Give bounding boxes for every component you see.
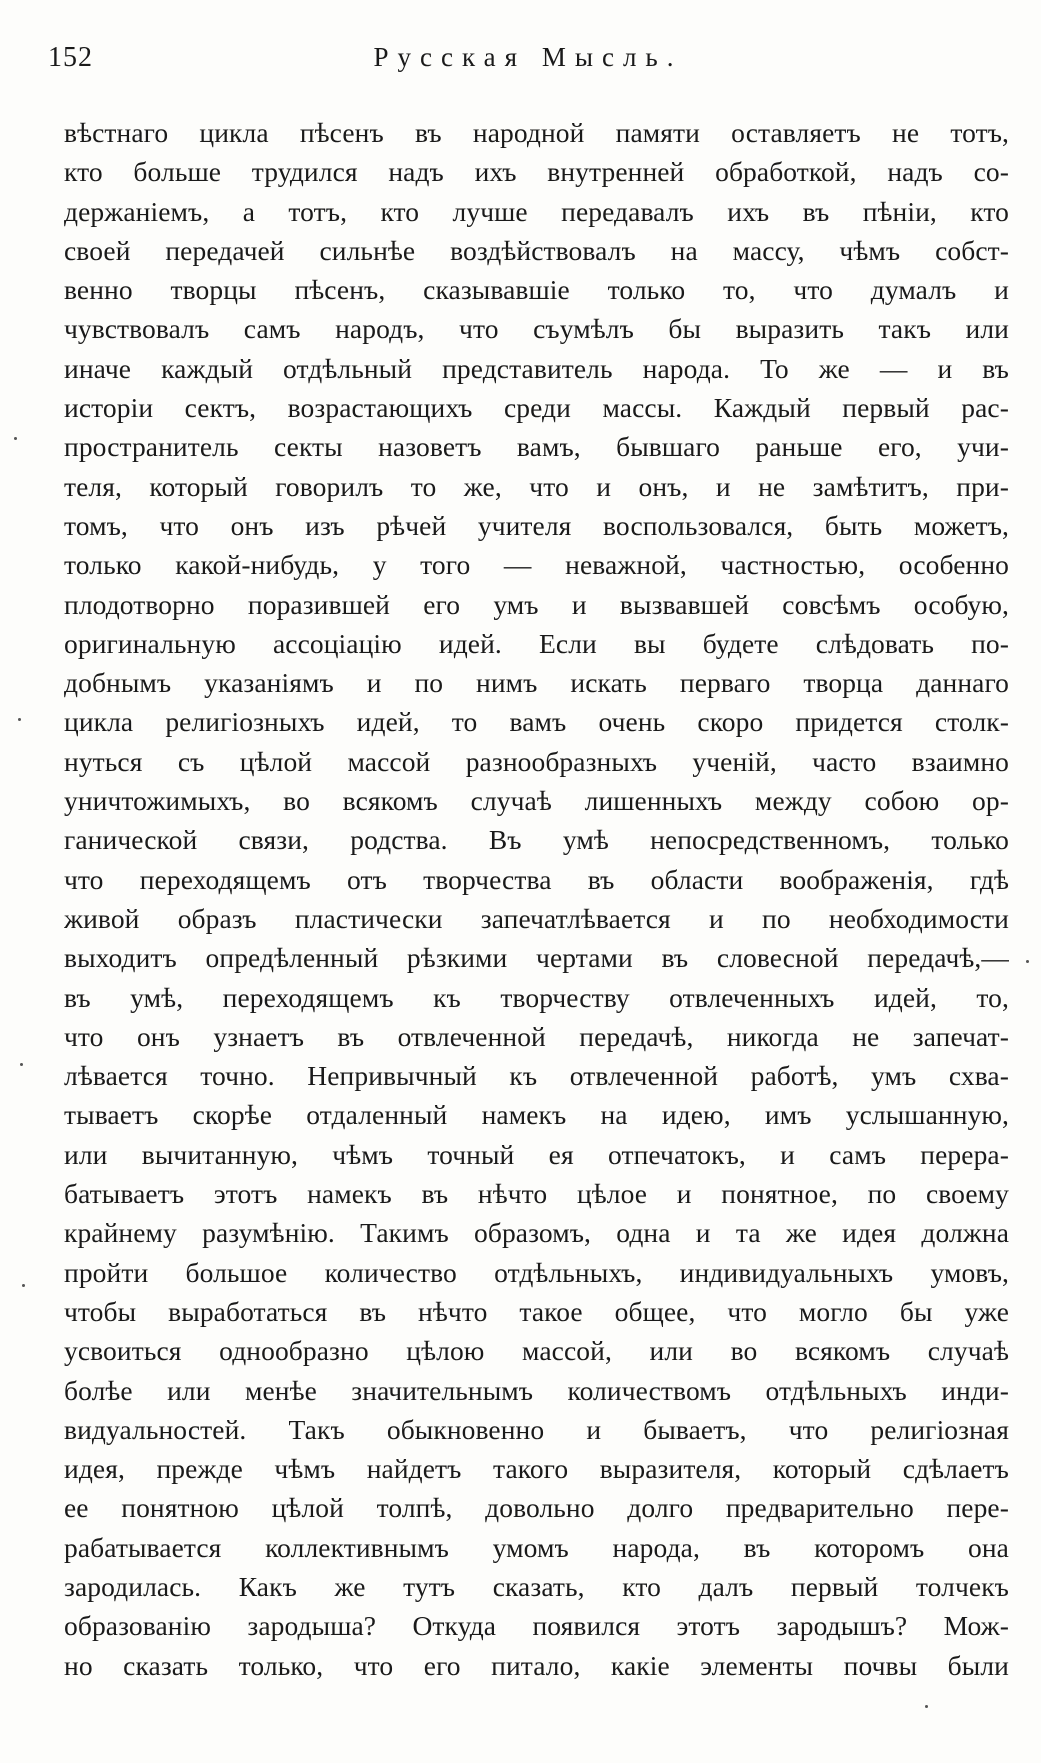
text-line: своей передачей сильнѣе воздѣйствовалъ на массу, чѣмъ собст- [64,234,1009,266]
text-line: цикла религіозныхъ идей, то вамъ очень скоро придется столк- [64,706,1009,738]
text-line: иначе каждый отдѣльный представитель народа. То же — и въ [64,352,1009,384]
text-line: лѣвается точно. Непривычный къ отвлеченной работѣ, умъ схва- [64,1060,1009,1092]
scan-speck [22,1284,25,1287]
text-line: но сказать только, что его питало, какіе элементы почвы были [64,1649,1009,1681]
text-line: уничтожимыхъ, во всякомъ случаѣ лишенныхъ между собою ор- [64,785,1009,817]
scan-speck [925,1705,928,1708]
page-header [48,42,1008,86]
text-line: вѣстнаго цикла пѣсенъ въ народной памяти оставляетъ не тотъ, [64,117,1009,148]
running-title: Русская Мысль. [373,42,683,72]
scan-speck [14,437,17,440]
text-line: батываетъ этотъ намекъ въ нѣчто цѣлое и понятное, по своему [64,1178,1009,1210]
text-line: зародилась. Какъ же тутъ сказать, кто далъ первый толчекъ [64,1570,1009,1602]
text-line: идея, прежде чѣмъ найдетъ такого выразителя, который сдѣлаетъ [64,1453,1009,1485]
text-line: кто больше трудился надъ ихъ внутренней обработкой, надъ со- [64,156,1009,188]
text-line: тываетъ скорѣе отдаленный намекъ на идею, имъ услышанную, [64,1099,1009,1131]
body-text [64,113,1009,1685]
text-line: теля, который говорилъ то же, что и онъ, и не замѣтитъ, при- [64,470,1009,502]
text-line: болѣе или менѣе значительнымъ количествомъ отдѣльныхъ инди- [64,1374,1009,1406]
scan-speck [20,1063,23,1066]
text-line: крайнему разумѣнію. Такимъ образомъ, одна и та же идея должна [64,1217,1009,1249]
text-line: добнымъ указаніямъ и по нимъ искать перваго творца даннаго [64,667,1009,699]
text-line: выходитъ опредѣленный рѣзкими чертами въ словесной передачѣ,— [64,942,1009,974]
text-line: плодотворно поразившей его умъ и вызвавшей совсѣмъ особую, [64,588,1009,620]
scan-speck [1026,960,1029,963]
text-line: исторіи сектъ, возрастающихъ среди массы. Каждый первый рас- [64,392,1009,424]
text-line: держаніемъ, а тотъ, кто лучше передавалъ ихъ въ пѣніи, кто [64,195,1009,227]
text-line: венно творцы пѣсенъ, сказывавшіе только то, что думалъ и [64,274,1009,306]
text-line: рабатывается коллективнымъ умомъ народа, въ которомъ она [64,1531,1009,1563]
text-line: или вычитанную, чѣмъ точный ея отпечатокъ, и самъ перера- [64,1138,1009,1170]
text-line: живой образъ пластически запечатлѣвается и по необходимости [64,902,1009,934]
text-line: томъ, что онъ изъ рѣчей учителя воспользовался, быть можетъ, [64,509,1009,541]
text-line: оригинальную ассоціацію идей. Если вы будете слѣдовать по- [64,627,1009,659]
text-line: образованію зародыша? Откуда появился этотъ зародышъ? Мож- [64,1610,1009,1642]
text-line: пространитель секты назоветъ вамъ, бывшаго раньше его, учи- [64,431,1009,463]
text-line: пройти большое количество отдѣльныхъ, индивидуальныхъ умовъ, [64,1256,1009,1288]
text-line: что переходящемъ отъ творчества въ области воображенія, гдѣ [64,863,1009,895]
text-line: только какой-нибудь, у того — неважной, частностью, особенно [64,549,1009,581]
text-line: въ умѣ, переходящемъ къ творчеству отвлеченныхъ идей, то, [64,981,1009,1013]
text-line: усвоиться однообразно цѣлою массой, или во всякомъ случаѣ [64,1335,1009,1367]
text-line: ганической связи, родства. Въ умѣ непосредственномъ, только [64,824,1009,856]
text-line: чтобы выработаться въ нѣчто такое общее, что могло бы уже [64,1295,1009,1327]
text-line: нуться съ цѣлой массой разнообразныхъ ученій, часто взаимно [64,745,1009,777]
text-line: чувствовалъ самъ народъ, что съумѣлъ бы выразить такъ или [64,313,1009,345]
text-line: ее понятною цѣлой толпѣ, довольно долго предварительно пере- [64,1492,1009,1524]
scan-speck [18,718,21,721]
page-number: 152 [48,42,93,73]
text-line: видуальностей. Такъ обыкновенно и бываетъ, что религіозная [64,1413,1009,1445]
text-line: что онъ узнаетъ въ отвлеченной передачѣ, никогда не запечат- [64,1020,1009,1052]
